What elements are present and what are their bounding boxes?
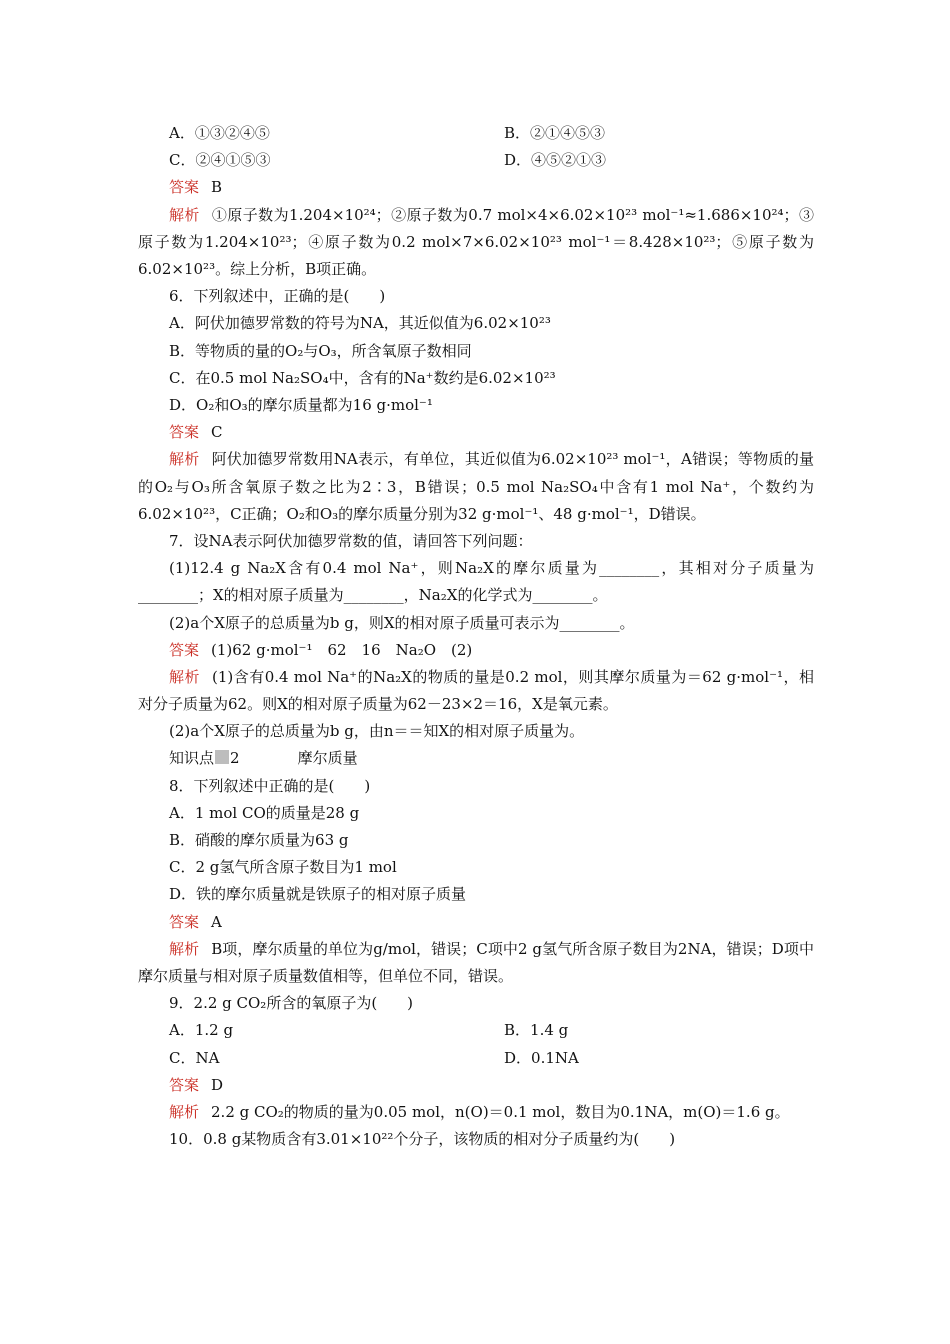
q8-option-b: B．硝酸的摩尔质量为63 g	[169, 831, 349, 850]
q8-option-a: A．1 mol CO的质量是28 g	[169, 803, 360, 822]
q7-analysis-1	[138, 664, 814, 718]
q8-option-d: D．铁的摩尔质量就是铁原子的相对原子质量	[169, 885, 467, 904]
q8-option-c: C．2 g氢气所含原子数目为1 mol	[169, 858, 397, 877]
q8-stem: 8．下列叙述中正确的是( )	[169, 776, 371, 795]
q5-options-row-2	[138, 147, 814, 174]
answer-label: 答案	[169, 1075, 200, 1094]
analysis-label: 解析	[169, 939, 200, 958]
q8-answer-value: A	[211, 912, 222, 931]
q5-answer-value: B	[211, 178, 223, 197]
q6-option-b: B．等物质的量的O₂与O₃，所含氧原子数相同	[169, 341, 472, 360]
q5-options-row-1	[138, 120, 814, 147]
q9-answer-value: D	[211, 1075, 224, 1094]
q5-option-b: B．②①④⑤③	[504, 124, 606, 142]
answer-label: 答案	[169, 423, 200, 442]
q5-analysis-text: ①原子数为1.204×10²⁴；②原子数为0.7 mol×4×6.02×10²³ mol⁻¹≈1.686×10²⁴；③原子数为1.204×10²³；④原子数为0.2 mol×7×6.02×10²³ mol⁻¹＝8.428×10²³；⑤原子数为6.02×10²³。综上分析，B项正确。	[138, 205, 814, 278]
knowledge-point-title: 摩尔质量	[297, 749, 358, 768]
q6-answer-value: C	[211, 423, 223, 442]
knowledge-point-number: 2	[230, 749, 240, 768]
q9-option-c: C．NA	[169, 1048, 220, 1067]
q6-answer	[138, 419, 814, 446]
answer-label: 答案	[169, 640, 200, 659]
q7-sub2: (2)a个X原子的总质量为b g，则X的相对原子质量可表示为________。	[169, 613, 635, 632]
q6-stem: 6．下列叙述中，正确的是( )	[169, 287, 386, 306]
document-page	[138, 120, 814, 1153]
q5-option-a: A．①③②④⑤	[169, 124, 270, 142]
shaded-box-icon	[215, 750, 229, 764]
q9-analysis	[138, 1099, 814, 1126]
q9-option-b: B．1.4 g	[504, 1021, 569, 1040]
q5-analysis	[138, 202, 814, 284]
analysis-label: 解析	[169, 1102, 200, 1121]
q9-option-a: A．1.2 g	[169, 1021, 234, 1040]
answer-label: 答案	[169, 912, 200, 931]
answer-label: 答案	[169, 178, 200, 197]
q7-sub1: (1)12.4 g Na₂X含有0.4 mol Na⁺，则Na₂X的摩尔质量为________，其相对分子质量为________；X的相对原子质量为________，Na₂X的化学式为________。	[138, 559, 814, 605]
q5-answer	[138, 174, 814, 201]
q7-analysis-2: (2)a个X原子的总质量为b g，由n＝＝知X的相对原子质量为。	[169, 722, 585, 741]
analysis-label: 解析	[169, 205, 200, 224]
q5-option-d: D．④⑤②①③	[504, 151, 607, 170]
q7-answer-value: (1)62 g·mol⁻¹ 62 16 Na₂O (2)	[211, 640, 473, 659]
q6-analysis-text: 阿伏加德罗常数用NA表示，有单位，其近似值为6.02×10²³ mol⁻¹，A错误；等物质的量的O₂与O₃所含氧原子数之比为2∶3，B错误；0.5 mol Na₂SO₄中含有1 mol Na⁺，个数约为6.02×10²³，C正确；O₂和O₃的摩尔质量分别为32 g·mol⁻¹、48 g·mol⁻¹，D错误。	[138, 450, 814, 523]
analysis-label: 解析	[169, 450, 200, 469]
q5-option-c: C．②④①⑤③	[169, 151, 271, 170]
q9-option-d: D．0.1NA	[504, 1048, 579, 1067]
q6-option-d: D．O₂和O₃的摩尔质量都为16 g·mol⁻¹	[169, 395, 433, 414]
q6-option-c: C．在0.5 mol Na₂SO₄中，含有的Na⁺数约是6.02×10²³	[169, 368, 556, 387]
q7-stem: 7．设NA表示阿伏加德罗常数的值，请回答下列问题：	[169, 531, 533, 550]
q9-stem: 9．2.2 g CO₂所含的氧原子为( )	[169, 994, 414, 1013]
q9-options-row-1	[138, 1017, 814, 1044]
q9-answer	[138, 1072, 814, 1099]
q6-option-a: A．阿伏加德罗常数的符号为NA，其近似值为6.02×10²³	[169, 314, 551, 333]
q7-answer	[138, 637, 814, 664]
q10-stem: 10．0.8 g某物质含有3.01×10²²个分子，该物质的相对分子质量约为( )	[169, 1130, 676, 1149]
q9-analysis-text: 2.2 g CO₂的物质的量为0.05 mol，n(O)＝0.1 mol，数目为0.1NA，m(O)＝1.6 g。	[211, 1102, 790, 1121]
q8-analysis-text: B项，摩尔质量的单位为g/mol，错误；C项中2 g氢气所含原子数目为2NA，错误；D项中摩尔质量与相对原子质量数值相等，但单位不同，错误。	[138, 939, 814, 985]
q7-analysis-text-1: (1)含有0.4 mol Na⁺的Na₂X的物质的量是0.2 mol，则其摩尔质量为＝62 g·mol⁻¹，相对分子质量为62。则X的相对原子质量为62－23×2＝16，X是氧元素。	[138, 667, 814, 714]
knowledge-point-heading	[138, 745, 814, 772]
q6-analysis	[138, 446, 814, 528]
q8-analysis	[138, 936, 814, 990]
analysis-label: 解析	[169, 667, 200, 686]
q9-options-row-2	[138, 1045, 814, 1072]
knowledge-point-prefix: 知识点	[169, 749, 215, 768]
q8-answer	[138, 909, 814, 936]
